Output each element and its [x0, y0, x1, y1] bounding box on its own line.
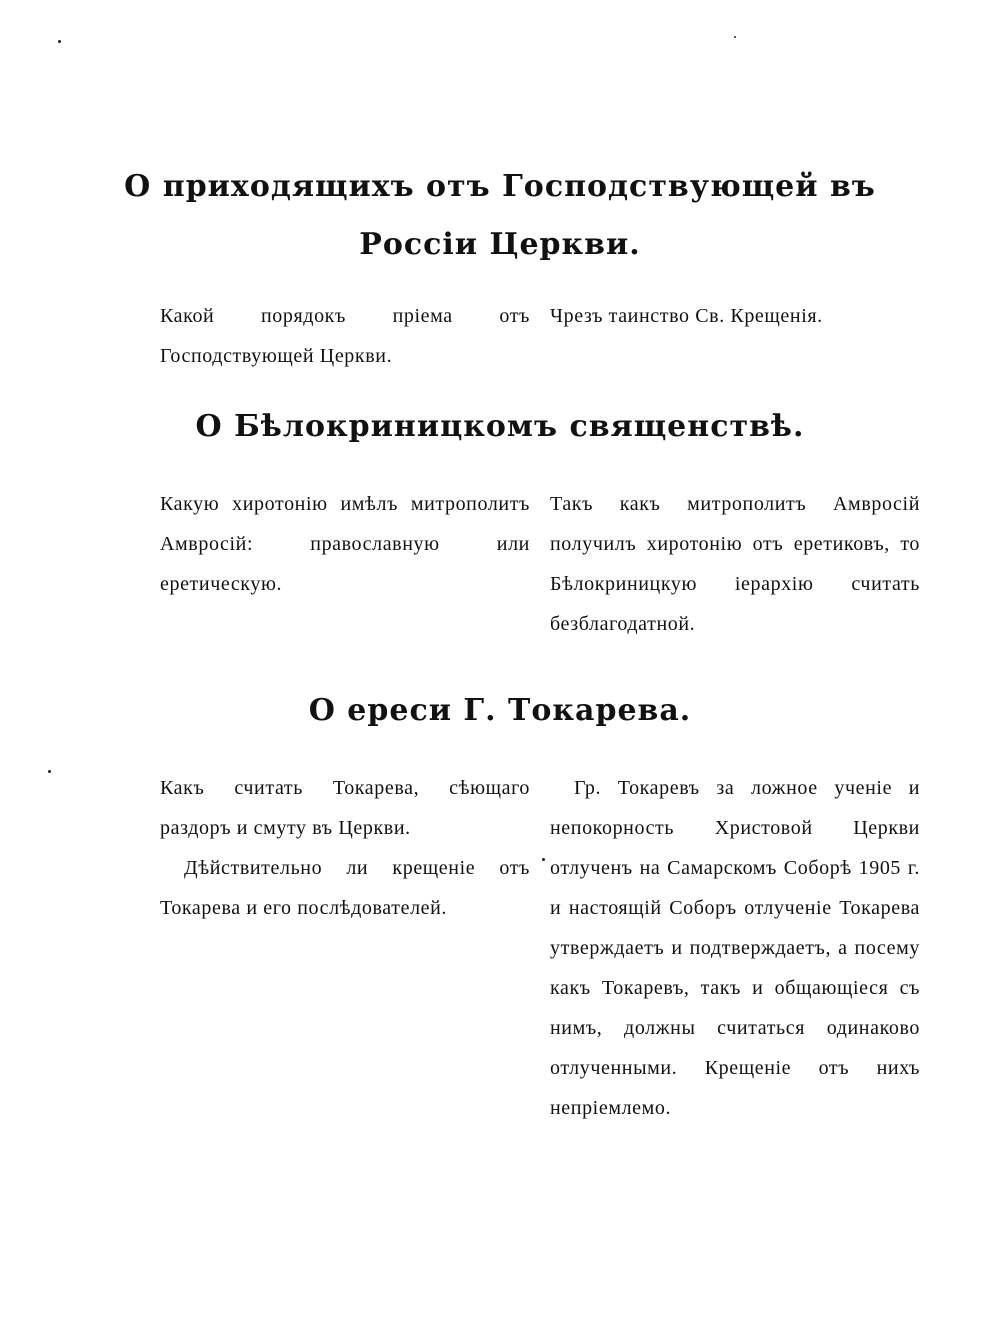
question-belokrinitsa: Какую хиротонію имѣлъ митрополитъ Амвросій: православную или еретическую.	[160, 493, 530, 595]
scan-speck	[542, 858, 545, 861]
scan-speck	[734, 36, 736, 38]
scan-speck	[48, 770, 51, 773]
question-tokarev-baptism: Дѣйствительно ли крещеніе отъ Токарева и его послѣдователей.	[160, 857, 530, 919]
section-heading-tokarev: О ереси Г. Токарева.	[308, 693, 692, 728]
section-heading-converts: О приходящихъ отъ Господствующей въ Россіи Церкви.	[124, 169, 876, 262]
answer-tokarev: Гр. Токаревъ за ложное ученіе и непокорность Христовой Церкви отлученъ на Самарскомъ Соборѣ 1905 г. и настоящій Соборъ отлученіе Токарева утверждаетъ и подтверждаетъ, а посему какъ Токаревъ, такъ и общающіеся съ нимъ, должны считаться одинаково отлученными. Крещеніе отъ нихъ непріемлемо.	[550, 777, 920, 1119]
question-tokarev-schism: Какъ считать Токарева, сѣющаго раздоръ и смуту въ Церкви.	[160, 777, 530, 839]
scan-speck	[58, 40, 61, 43]
section-heading-belokrinitsa: О Бѣлокриницкомъ священствѣ.	[195, 409, 805, 444]
question-converts: Какой порядокъ пріема отъ Господствующей Церкви.	[160, 305, 530, 367]
answer-converts: Чрезъ таинство Св. Крещенія.	[550, 305, 823, 327]
answer-belokrinitsa: Такъ какъ митрополитъ Амвросій получилъ хиротонію отъ еретиковъ, то Бѣлокриницкую іерархію считать безблагодатной.	[550, 493, 920, 635]
